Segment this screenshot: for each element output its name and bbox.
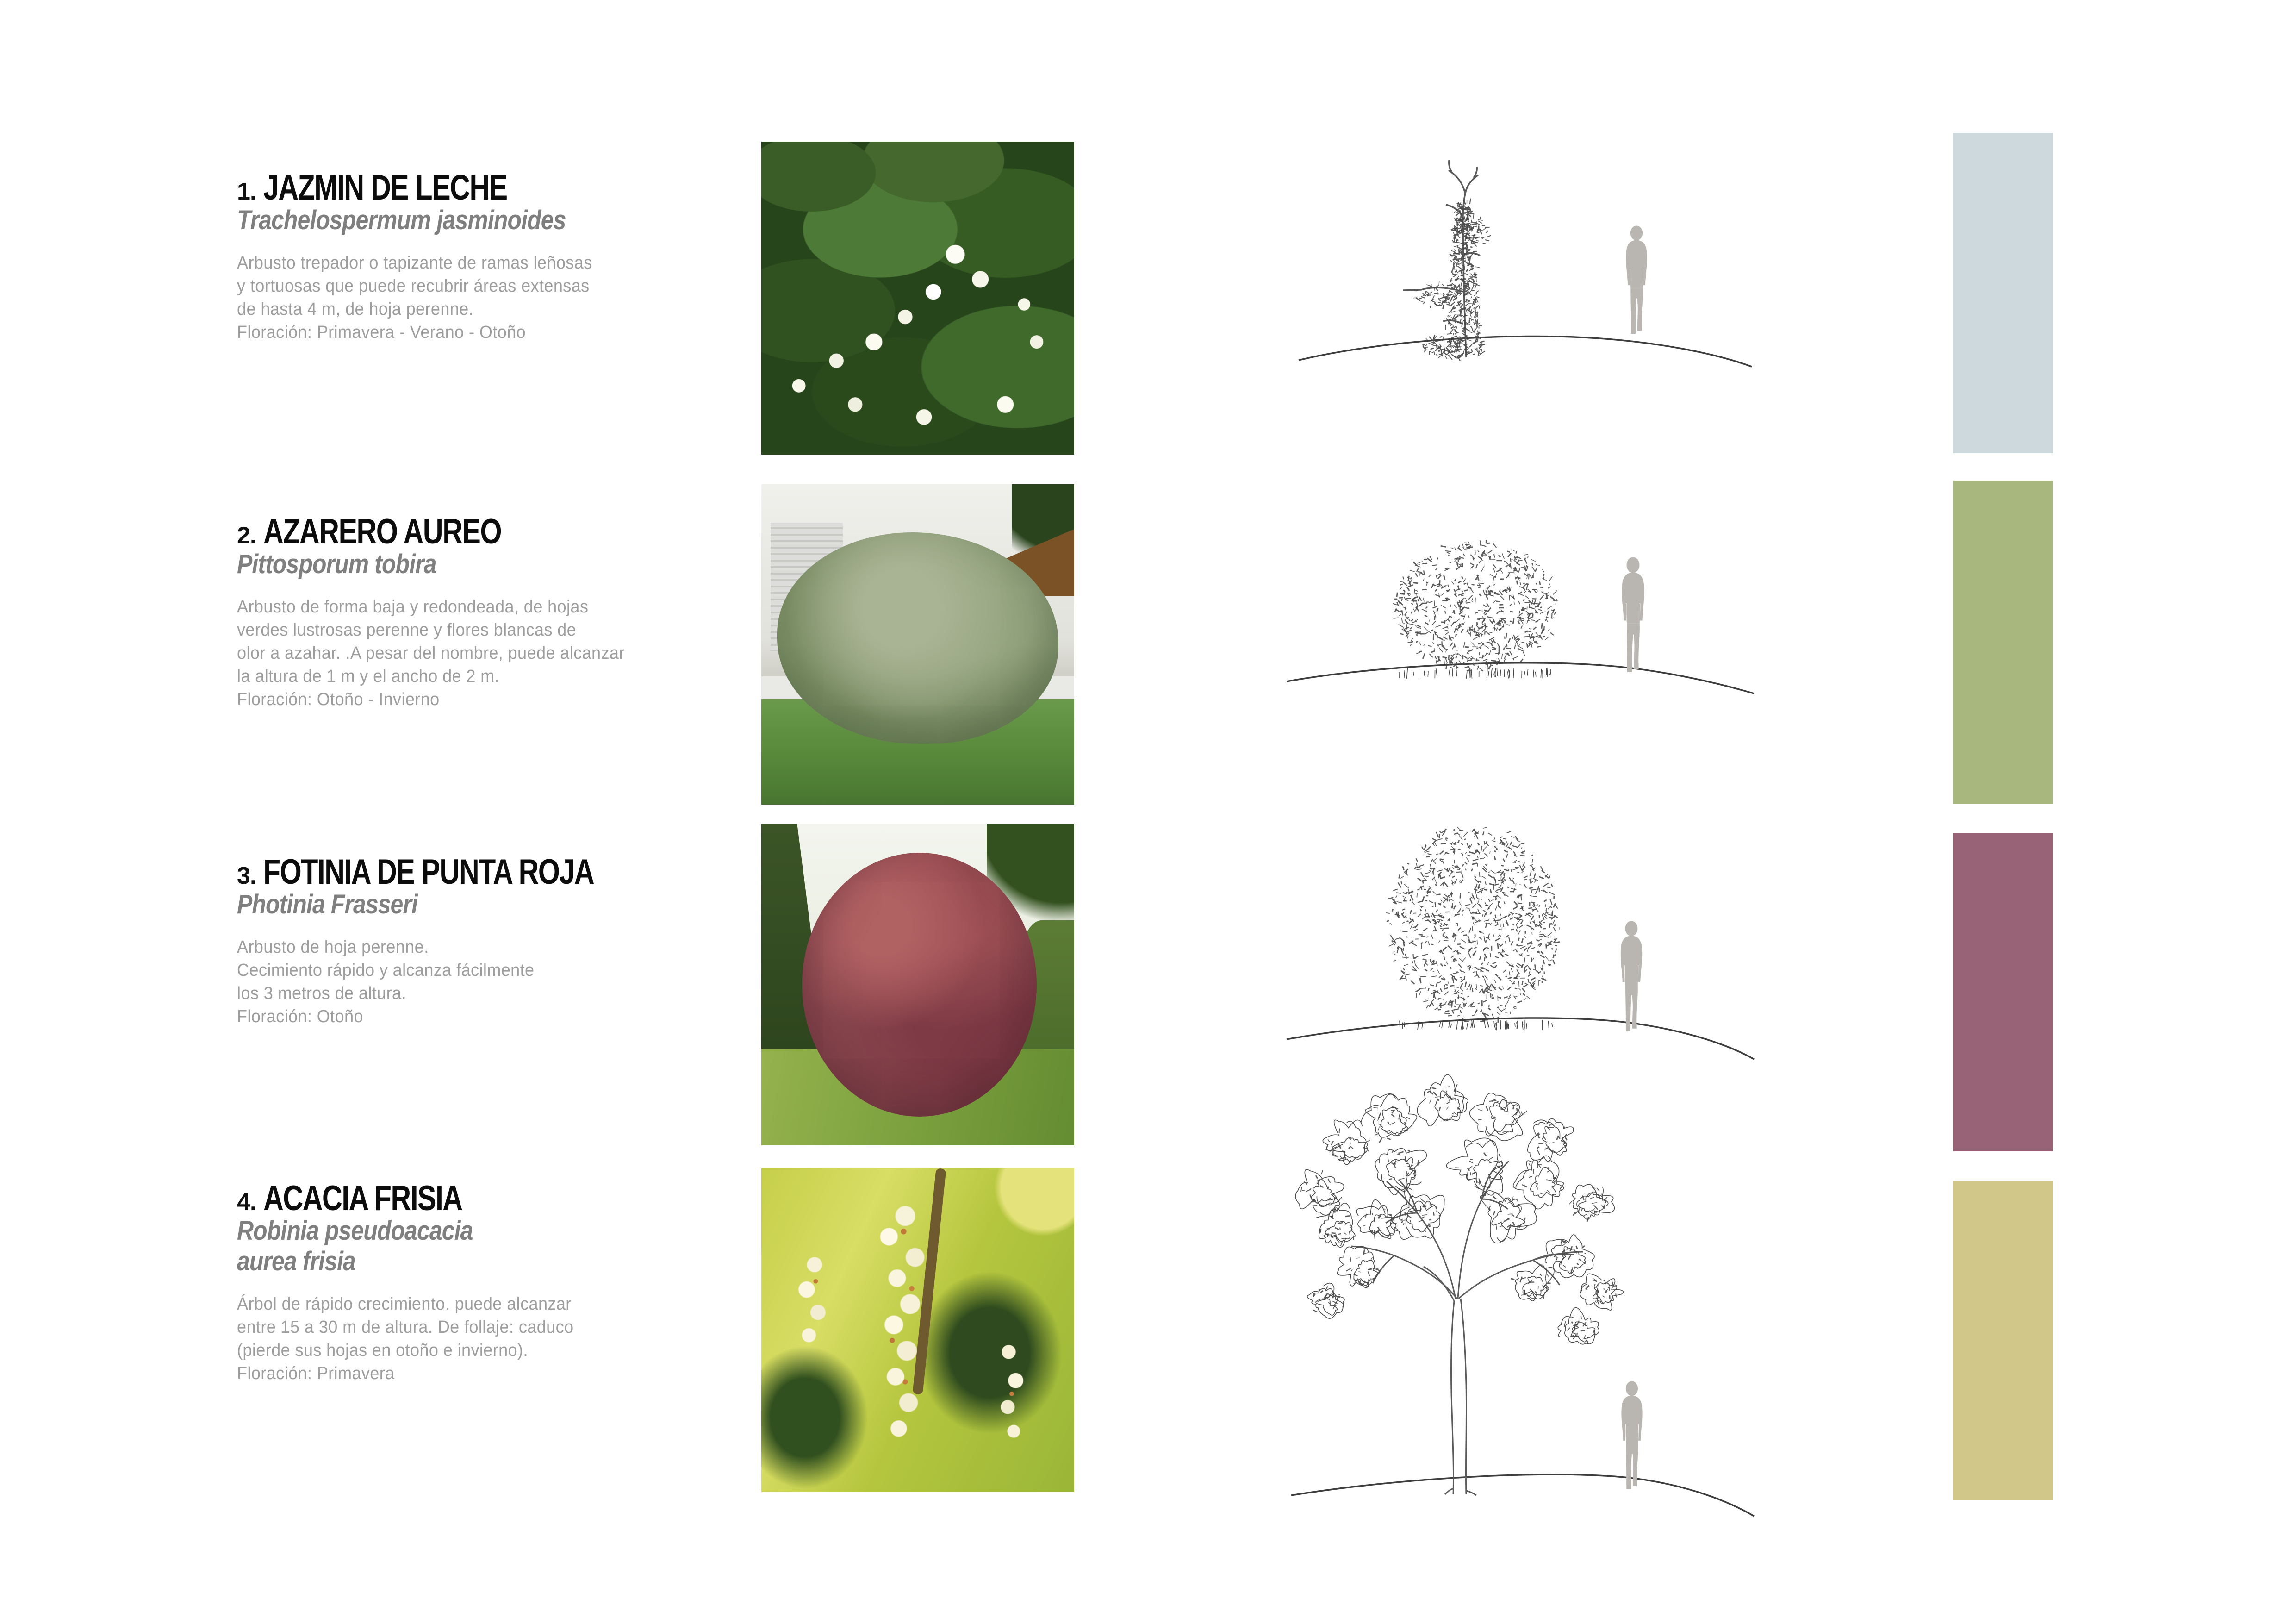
plant-number: 4. bbox=[237, 1189, 256, 1216]
person-silhouette bbox=[1626, 225, 1647, 334]
description-line: Floración: Otoño bbox=[237, 1007, 363, 1026]
description-line: la altura de 1 m y el ancho de 2 m. bbox=[237, 667, 500, 686]
plant-title-2 bbox=[237, 512, 728, 552]
plant-description bbox=[237, 1293, 703, 1385]
description-line: Arbusto de hoja perenne. bbox=[237, 937, 429, 957]
plant-info-3 bbox=[237, 852, 728, 1028]
plant-info-1 bbox=[237, 168, 728, 344]
pittosporum-scale-sketch bbox=[1282, 518, 1759, 699]
plant-number: 3. bbox=[237, 862, 256, 889]
plant-latin-name bbox=[237, 889, 728, 920]
plant-number: 1. bbox=[237, 178, 256, 205]
description-line: de hasta 4 m, de hoja perenne. bbox=[237, 300, 474, 319]
person-silhouette bbox=[1621, 1381, 1642, 1489]
color-swatch-2 bbox=[1953, 481, 2053, 804]
tree-trunk-branches bbox=[1351, 1161, 1583, 1495]
latin-line: Photinia Frasseri bbox=[237, 889, 418, 919]
plant-number: 2. bbox=[237, 522, 256, 549]
photinia-scale-sketch bbox=[1282, 806, 1759, 1065]
color-swatch-3 bbox=[1953, 833, 2053, 1151]
pittosporum-photo bbox=[761, 484, 1074, 805]
description-line: Floración: Primavera bbox=[237, 1364, 395, 1383]
plant-description bbox=[237, 251, 703, 344]
description-line: olor a azahar. .A pesar del nombre, puede alcanzar bbox=[237, 643, 625, 663]
ground-line bbox=[1291, 1474, 1754, 1516]
ground-line bbox=[1287, 1018, 1754, 1059]
plant-common-name: FOTINIA DE PUNTA ROJA bbox=[263, 852, 594, 892]
description-line: y tortuosas que puede recubrir áreas extensas bbox=[237, 276, 590, 296]
latin-line: Pittosporum tobira bbox=[237, 549, 436, 579]
plant-common-name: AZARERO AUREO bbox=[263, 512, 502, 551]
description-line: Arbusto trepador o tapizante de ramas leñosas bbox=[237, 253, 592, 273]
plant-description bbox=[237, 936, 703, 1028]
description-line: Árbol de rápido crecimiento. puede alcanzar bbox=[237, 1294, 572, 1314]
person-silhouette bbox=[1622, 557, 1644, 673]
description-line: entre 15 a 30 m de altura. De follaje: caduco bbox=[237, 1318, 574, 1337]
plant-title-4 bbox=[237, 1178, 728, 1218]
plant-title-1 bbox=[237, 168, 728, 208]
latin-line: aurea frisia bbox=[237, 1246, 355, 1276]
description-line: Arbusto de forma baja y redondeada, de hojas bbox=[237, 597, 589, 617]
description-line: (pierde sus hojas en otoño e invierno). bbox=[237, 1341, 528, 1360]
plant-latin-name bbox=[237, 205, 728, 236]
ground-line bbox=[1299, 337, 1752, 367]
jasmine-flowers bbox=[761, 142, 1074, 455]
plant-latin-name bbox=[237, 1216, 728, 1277]
plant-common-name: ACACIA FRISIA bbox=[263, 1179, 462, 1218]
description-line: verdes lustrosas perenne y flores blancas de bbox=[237, 620, 577, 640]
plant-title-3 bbox=[237, 852, 728, 892]
flower-raceme bbox=[786, 1252, 843, 1356]
plant-info-2 bbox=[237, 512, 728, 711]
robinia-photo bbox=[761, 1168, 1074, 1492]
dark-foliage bbox=[761, 1346, 868, 1489]
photinia-photo bbox=[761, 824, 1074, 1145]
plant-description bbox=[237, 595, 703, 711]
person-silhouette bbox=[1621, 921, 1642, 1031]
description-line: Floración: Otoño - Invierno bbox=[237, 690, 440, 709]
plant-latin-name bbox=[237, 549, 728, 580]
photinia-bush bbox=[802, 853, 1037, 1116]
ground-line bbox=[1287, 663, 1754, 693]
flower-raceme bbox=[865, 1200, 946, 1460]
description-line: Cecimiento rápido y alcanza fácilmente bbox=[237, 961, 535, 980]
color-swatch-1 bbox=[1953, 133, 2053, 453]
latin-line: Trachelospermum jasminoides bbox=[237, 205, 566, 235]
robinia-scale-sketch bbox=[1282, 1060, 1759, 1523]
jasmine-scale-sketch bbox=[1282, 139, 1759, 370]
plant-common-name: JAZMIN DE LECHE bbox=[263, 168, 507, 207]
flower-raceme bbox=[987, 1337, 1037, 1447]
latin-line: Robinia pseudoacacia bbox=[237, 1216, 473, 1246]
color-swatch-4 bbox=[1953, 1181, 2053, 1500]
description-line: Floración: Primavera - Verano - Otoño bbox=[237, 323, 526, 342]
plant-info-4 bbox=[237, 1178, 728, 1385]
description-line: los 3 metros de altura. bbox=[237, 984, 406, 1003]
jasmine-photo bbox=[761, 142, 1074, 455]
